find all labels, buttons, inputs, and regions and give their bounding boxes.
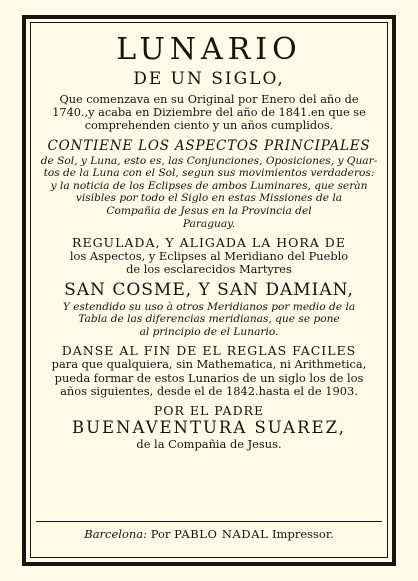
regulated-line: los Aspectos, y Eclipses al Meridiano del Pueblo <box>69 250 349 264</box>
regulated-paragraph <box>34 250 384 276</box>
regulated-line: de los esclarecidos Martyres <box>126 263 292 277</box>
rules-line: para que qualquiera, sin Mathematica, ni Arithmetica, <box>51 358 367 372</box>
imprint-role: Impressor. <box>272 527 334 541</box>
saints-heading: SAN COSME, Y SAN DAMIAN, <box>64 279 354 300</box>
contents-line: Compañia de Jesus en la Provincia del <box>106 204 312 217</box>
contents-line: de Sol, y Luna, esto es, las Conjunciones, Oposiciones, y Quar- <box>40 154 378 167</box>
contents-line: tos de la Luna con el Sol, segun sus movimientos verdaderos: <box>43 167 375 180</box>
book-title: LUNARIO <box>116 32 302 67</box>
imprint-line <box>34 527 384 541</box>
contents-line: visibles por todo el Siglo en estas Missiones de la <box>75 192 343 205</box>
extended-paragraph <box>34 301 384 339</box>
extended-line: Y estendido su uso à otros Meridianos por medio de la <box>62 300 356 313</box>
imprint-divider <box>36 521 382 522</box>
intro-line: 1740.,y acaba en Diziembre del año de 1841.en que se <box>52 106 366 120</box>
title-page-text <box>34 32 384 451</box>
extended-line: Tabla de las diferencias meridianas, que se pone <box>78 313 340 326</box>
intro-line: comprehenden ciento y un años cumplidos. <box>84 119 334 133</box>
contents-line: Paraguay. <box>182 217 236 230</box>
author-society: de la Compañia de Jesus. <box>136 437 282 451</box>
rules-line: pueda formar de estos Lunarios de un siglo los de los <box>54 371 364 385</box>
intro-paragraph <box>34 93 384 133</box>
rules-line: años siguientes, desde el de 1842.hasta el de 1903. <box>60 384 358 398</box>
imprint-printer: PABLO NADAL <box>174 527 269 541</box>
contents-paragraph <box>34 155 384 231</box>
by-father: POR EL PADRE <box>153 402 265 418</box>
rules-paragraph <box>34 358 384 398</box>
book-subtitle: DE UN SIGLO, <box>133 69 285 89</box>
regulated-heading: REGULADA, Y ALIGADA LA HORA DE <box>72 235 346 251</box>
contents-heading: CONTIENE LOS ASPECTOS PRINCIPALES <box>47 137 371 154</box>
extended-line: al principio de el Lunario. <box>139 325 279 338</box>
contents-line: y la noticia de los Eclipses de ambos Luminares, que seràn <box>50 179 368 192</box>
imprint-by: Por <box>150 527 171 541</box>
intro-line: Que comenzava en su Original por Enero del año de <box>59 93 359 106</box>
rules-heading: DANSE AL FIN DE EL REGLAS FACILES <box>61 343 357 359</box>
imprint-city: Barcelona: <box>84 527 148 541</box>
author-name: BUENAVENTURA SUAREZ, <box>71 417 346 437</box>
